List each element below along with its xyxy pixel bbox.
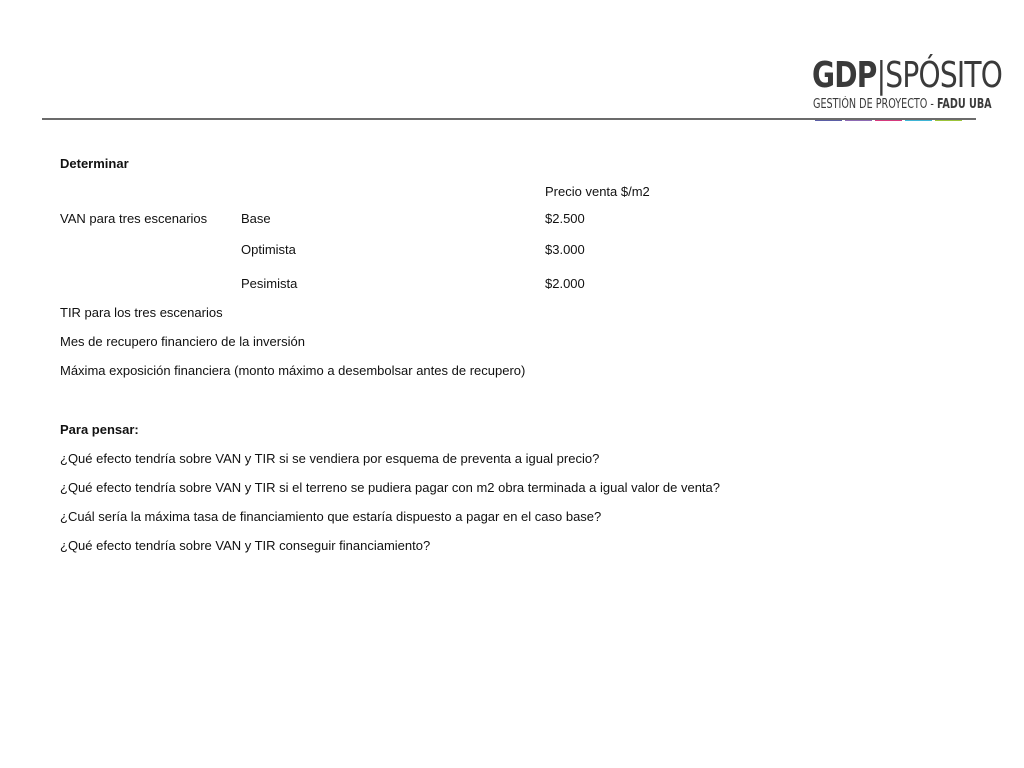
gdp-esposito-logo	[812, 55, 1003, 122]
logo-sub-bold: FADU UBA	[936, 97, 992, 112]
logo-sub-regular: GESTIÓN DE PROYECTO -	[813, 97, 937, 112]
scenario-price: $2.000	[545, 276, 585, 291]
heading-para-pensar: Para pensar:	[60, 422, 139, 437]
logo-main-bold: GDP	[812, 55, 877, 96]
scenario-name: Pesimista	[241, 276, 298, 291]
scenario-price: $2.500	[545, 211, 585, 226]
tir-item: TIR para los tres escenarios	[60, 305, 223, 320]
price-column-header: Precio venta $/m2	[545, 184, 650, 199]
logo-separator: |	[876, 55, 886, 96]
question-item: ¿Qué efecto tendría sobre VAN y TIR si el terreno se pudiera pagar con m2 obra terminada a igual valor de venta?	[60, 480, 720, 495]
heading-determinar: Determinar	[60, 156, 129, 171]
exposicion-item: Máxima exposición financiera (monto máximo a desembolsar antes de recupero)	[60, 363, 526, 378]
scenario-price: $3.000	[545, 242, 585, 257]
header-divider	[42, 118, 976, 120]
question-item: ¿Qué efecto tendría sobre VAN y TIR si se vendiera por esquema de preventa a igual precio?	[60, 451, 600, 466]
logo-tagline	[813, 98, 992, 112]
scenario-name: Base	[241, 211, 271, 226]
recupero-item: Mes de recupero financiero de la inversión	[60, 334, 305, 349]
scenario-name: Optimista	[241, 242, 296, 257]
logo-wordmark	[812, 56, 1002, 96]
van-label: VAN para tres escenarios	[60, 211, 208, 226]
question-item: ¿Cuál sería la máxima tasa de financiamiento que estaría dispuesto a pagar en el caso base?	[60, 509, 602, 524]
question-item: ¿Qué efecto tendría sobre VAN y TIR conseguir financiamiento?	[60, 538, 431, 553]
logo-main-thin: SPÓSITO	[885, 55, 1003, 96]
